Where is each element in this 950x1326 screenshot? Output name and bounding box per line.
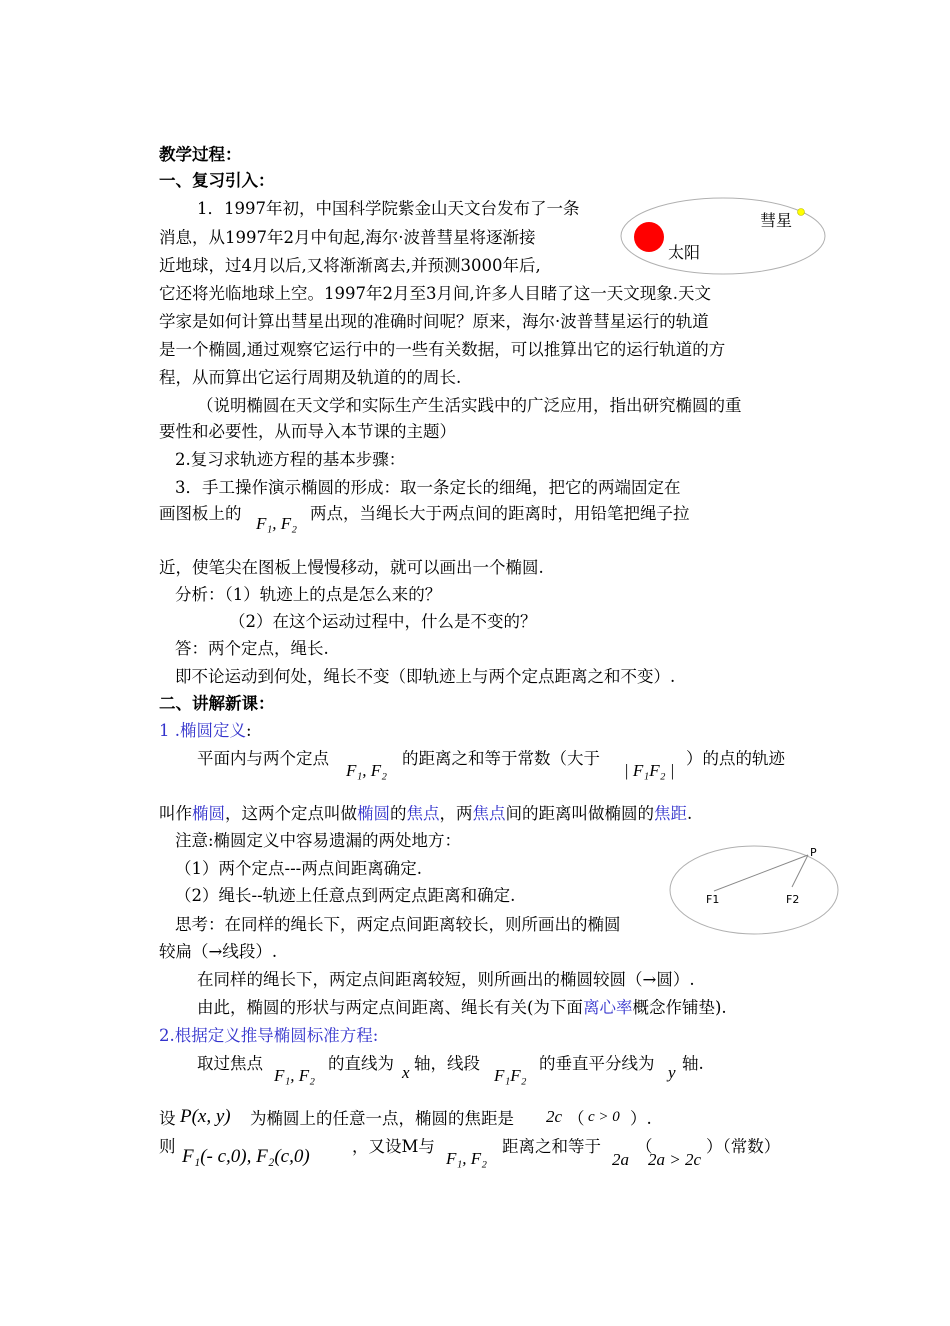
def-colon: : [246, 721, 252, 740]
item3-line1: 3．手工操作演示椭圆的形成：取一条定长的细绳，把它的两端固定在 [175, 478, 681, 497]
def-line1c: ）的点的轨迹 [686, 749, 785, 768]
note-line1: （说明椭圆在天文学和实际生产生活实践中的广泛应用，指出研究椭圆的重 [197, 396, 742, 415]
notice-1: （1）两个定点---两点间距离确定. [175, 859, 422, 878]
derive-l1c: 轴，线段 [414, 1054, 480, 1073]
think-4: 由此，椭圆的形状与两定点间距离、绳长有关(为下面离心率概念作铺垫). [197, 998, 727, 1017]
math-y: y [668, 1063, 676, 1082]
term-focus-2: 焦点 [472, 804, 506, 823]
math-f1f2-b: F₁, F₂ [346, 761, 388, 780]
definition-title [159, 720, 252, 742]
derive-l1e: 轴. [682, 1054, 704, 1073]
comet-label: 彗星 [760, 211, 793, 230]
page-heading: 教学过程： [159, 145, 242, 164]
focus-f1-label: F1 [706, 893, 720, 906]
math-f1f2-a: F₁, F₂ [256, 514, 298, 533]
derive-l1d: 的垂直平分线为 [539, 1054, 655, 1073]
think-3: 在同样的绳长下，两定点间距离较短，则所画出的椭圆较圆（→圆）. [197, 970, 695, 989]
para1-line1: 1．1997年初，中国科学院紫金山天文台发布了一条 [197, 199, 580, 218]
ellipse-foci-figure [668, 842, 846, 942]
term-focal-distance: 焦距 [654, 804, 687, 823]
def-num: 1 . [159, 721, 180, 740]
def-line1b: 的距离之和等于常数（大于 [402, 749, 600, 768]
focus-f2-label: F2 [786, 893, 800, 906]
item3-line3: 近，使笔尖在图板上慢慢移动，就可以画出一个椭圆. [159, 558, 544, 577]
derive-l3b: ，又设M与 [352, 1137, 435, 1156]
para1-line4: 它还将光临地球上空。1997年2月至3月间,许多人目睹了这一天文现象.天文 [159, 284, 711, 303]
derive-l3d: （ [636, 1137, 653, 1156]
derive-l2c: （ [568, 1109, 585, 1128]
derive-l2a: 设 [159, 1109, 176, 1128]
math-f1f2-seg: F₁F₂ [494, 1066, 527, 1085]
notice-0: 注意:椭圆定义中容易遗漏的两处地方： [175, 831, 462, 850]
derive-l2b: 为椭圆上的任意一点，椭圆的焦距是 [250, 1109, 514, 1128]
derive-l3a: 则 [159, 1137, 176, 1156]
point-p-label: P [810, 846, 817, 859]
conclusion: 即不论运动到何处，绳长不变（即轨迹上与两个定点距离之和不变）. [175, 667, 676, 686]
comet-orbit-figure [618, 190, 830, 280]
notice-2: （2）绳长--轨迹上任意点到两定点距离和确定. [175, 886, 516, 905]
math-f1f2-c: F₁, F₂ [274, 1066, 316, 1085]
analysis-2: （2）在这个运动过程中，什么是不变的？ [229, 612, 537, 631]
math-2a: 2a [612, 1150, 629, 1169]
sun-disc [634, 222, 664, 252]
def-line1a: 平面内与两个定点 [197, 749, 329, 768]
term-ellipse-2: 椭圆 [357, 804, 390, 823]
item2: 2.复习求轨迹方程的基本步骤： [175, 450, 406, 469]
math-2a-gt-2c: 2a > 2c [648, 1150, 702, 1169]
comet-dot [798, 209, 805, 216]
math-p-xy: P(x, y) [180, 1106, 231, 1127]
term-focus-1: 焦点 [406, 804, 440, 823]
derive-title: 2.根据定义推导椭圆标准方程: [159, 1026, 379, 1045]
para1-line3: 近地球，过4月以后,又将渐渐离去,并预测3000年后, [159, 256, 541, 275]
derive-l1b: 的直线为 [328, 1054, 394, 1073]
def-line2: 叫作椭圆，这两个定点叫做椭圆的焦点，两焦点间的距离叫做椭圆的焦距. [159, 804, 693, 823]
line-f1-p [714, 855, 808, 891]
term-eccentricity: 离心率 [582, 998, 633, 1017]
math-x: x [402, 1063, 410, 1082]
para1-line7: 程，从而算出它运行周期及轨道的的周长. [159, 368, 462, 387]
answer: 答：两个定点，绳长. [175, 639, 329, 658]
derive-l3c: 距离之和等于 [502, 1137, 601, 1156]
think-2: 较扁（→线段）. [159, 942, 278, 961]
term-ellipse-1: 椭圆 [192, 804, 225, 823]
para1-line6: 是一个椭圆,通过观察它运行中的一些有关数据，可以推算出它的运行轨道的方 [159, 340, 726, 359]
note-line2: 要性和必要性，从而导入本节课的主题） [159, 422, 456, 441]
think-1: 思考：在同样的绳长下，两定点间距离较长，则所画出的椭圆 [175, 915, 621, 934]
ellipse-outline [670, 846, 838, 934]
derive-l1a: 取过焦点 [197, 1054, 263, 1073]
math-2c: 2c [546, 1107, 563, 1126]
section-2-title: 二、讲解新课： [159, 694, 275, 713]
item3-line2a: 画图板上的 [159, 504, 242, 523]
derive-l2d: ）. [630, 1109, 652, 1128]
sun-label: 太阳 [668, 243, 701, 262]
derive-l3e: ）（常数） [706, 1137, 781, 1156]
math-c-gt-0: c > 0 [588, 1109, 620, 1125]
math-foci-coords: F₁(- c,0), F₂(c,0) [182, 1146, 310, 1167]
item3-line2b: 两点，当绳长大于两点间的距离时，用铅笔把绳子拉 [310, 504, 690, 523]
math-abs-f1f2: | F₁F₂ | [624, 761, 675, 780]
math-f1f2-d: F₁, F₂ [446, 1149, 488, 1168]
analysis-1: 分析：（1）轨迹上的点是怎么来的？ [175, 585, 442, 604]
para1-line2: 消息，从1997年2月中旬起,海尔·波普彗星将逐渐接 [159, 228, 536, 247]
para1-line5: 学家是如何计算出彗星出现的准确时间呢？原来，海尔·波普彗星运行的轨道 [159, 312, 709, 331]
section-1-title: 一、复习引入： [159, 171, 275, 190]
def-title: 椭圆定义 [180, 721, 246, 740]
